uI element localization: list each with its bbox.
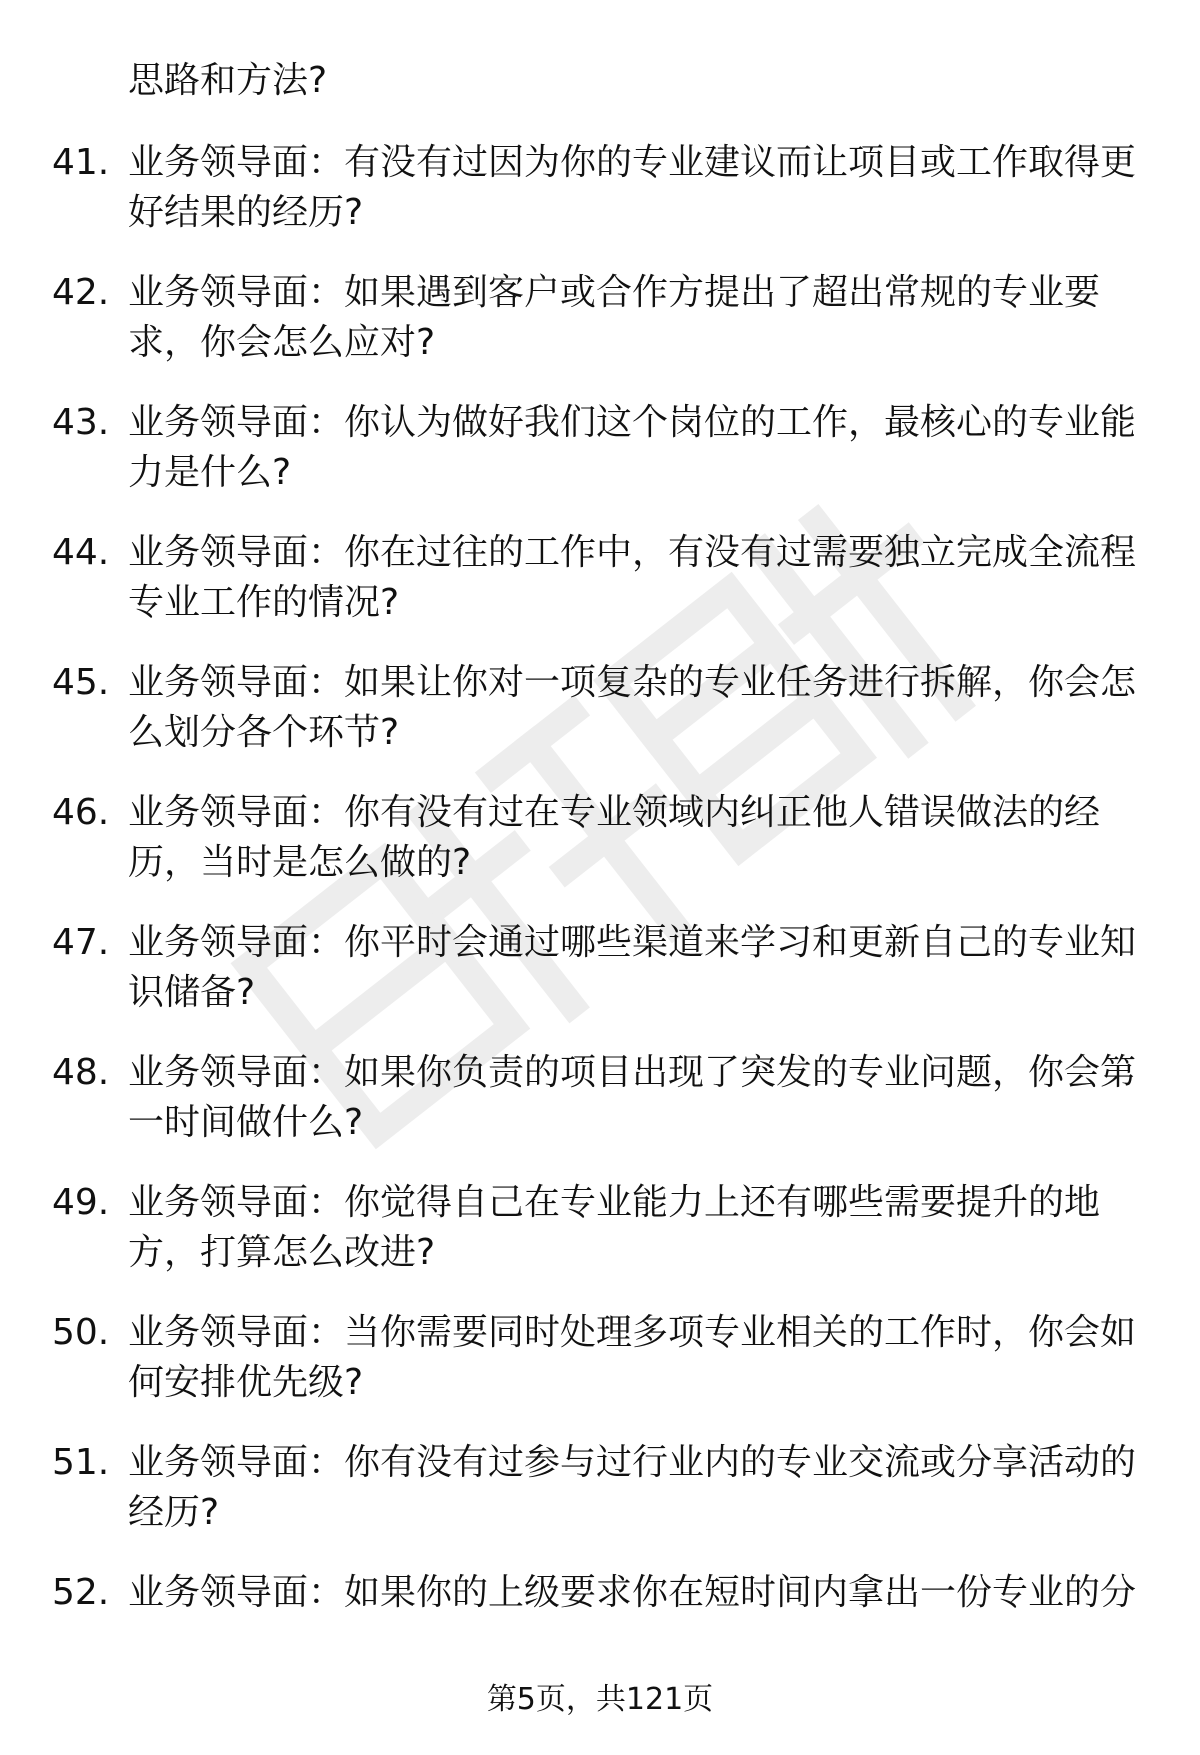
question-text [128, 658, 1158, 758]
question-text [128, 1568, 1158, 1618]
question-line: 求，你会怎么应对? [128, 322, 436, 363]
question-line: 业务领导面：如果你的上级要求你在短时间内拿出一份专业的分 [128, 1572, 1137, 1613]
question-text [128, 1438, 1158, 1538]
question-line: 业务领导面：当你需要同时处理多项专业相关的工作时，你会如 [128, 1312, 1137, 1353]
question-line: 业务领导面：如果让你对一项复杂的专业任务进行拆解，你会怎 [128, 662, 1137, 703]
question-item [0, 1178, 1200, 1308]
question-number: 41. [52, 142, 110, 183]
question-list [0, 138, 1200, 1698]
question-item [0, 1048, 1200, 1178]
question-text [128, 1048, 1158, 1148]
page-footer: 第5页，共121页 [486, 1682, 714, 1717]
question-text [128, 1308, 1158, 1408]
question-line: 业务领导面：你有没有过参与过行业内的专业交流或分享活动的 [128, 1442, 1137, 1483]
question-number: 48. [52, 1052, 110, 1093]
question-number: 44. [52, 532, 110, 573]
question-line: 方，打算怎么改进? [128, 1232, 436, 1273]
question-item [0, 268, 1200, 398]
question-line: 么划分各个环节? [128, 712, 400, 753]
question-item [0, 1438, 1200, 1568]
question-line: 好结果的经历? [128, 192, 364, 233]
question-line: 经历? [128, 1492, 220, 1533]
question-text [128, 1178, 1158, 1278]
question-text [128, 788, 1158, 888]
question-line: 何安排优先级? [128, 1362, 364, 1403]
question-line: 业务领导面：你认为做好我们这个岗位的工作，最核心的专业能 [128, 402, 1137, 443]
question-number: 51. [52, 1442, 110, 1483]
question-item [0, 1568, 1200, 1698]
question-line: 历，当时是怎么做的? [128, 842, 472, 883]
question-number: 49. [52, 1182, 110, 1223]
question-line: 识储备? [128, 972, 256, 1013]
question-text [128, 528, 1158, 628]
question-line: 一时间做什么? [128, 1102, 364, 1143]
question-number: 43. [52, 402, 110, 443]
question-item [0, 918, 1200, 1048]
question-text [128, 398, 1158, 498]
question-item [0, 1308, 1200, 1438]
question-line: 业务领导面：你觉得自己在专业能力上还有哪些需要提升的地 [128, 1182, 1101, 1223]
question-item [0, 398, 1200, 528]
continuation-line: 思路和方法? [128, 60, 328, 101]
question-line: 业务领导面：有没有过因为你的专业建议而让项目或工作取得更 [128, 142, 1137, 183]
question-number: 45. [52, 662, 110, 703]
question-line: 业务领导面：如果遇到客户或合作方提出了超出常规的专业要 [128, 272, 1101, 313]
question-text [128, 918, 1158, 1018]
question-line: 力是什么? [128, 452, 292, 493]
question-text [128, 268, 1158, 368]
question-number: 50. [52, 1312, 110, 1353]
question-line: 业务领导面：你在过往的工作中，有没有过需要独立完成全流程 [128, 532, 1137, 573]
question-text [128, 138, 1158, 238]
question-line: 业务领导面：你有没有过在专业领域内纠正他人错误做法的经 [128, 792, 1101, 833]
question-line: 专业工作的情况? [128, 582, 400, 623]
question-item [0, 528, 1200, 658]
question-number: 52. [52, 1572, 110, 1613]
question-number: 42. [52, 272, 110, 313]
question-item [0, 788, 1200, 918]
question-number: 47. [52, 922, 110, 963]
question-item [0, 658, 1200, 788]
question-line: 业务领导面：如果你负责的项目出现了突发的专业问题，你会第 [128, 1052, 1137, 1093]
question-line: 业务领导面：你平时会通过哪些渠道来学习和更新自己的专业知 [128, 922, 1137, 963]
question-number: 46. [52, 792, 110, 833]
question-item [0, 138, 1200, 268]
